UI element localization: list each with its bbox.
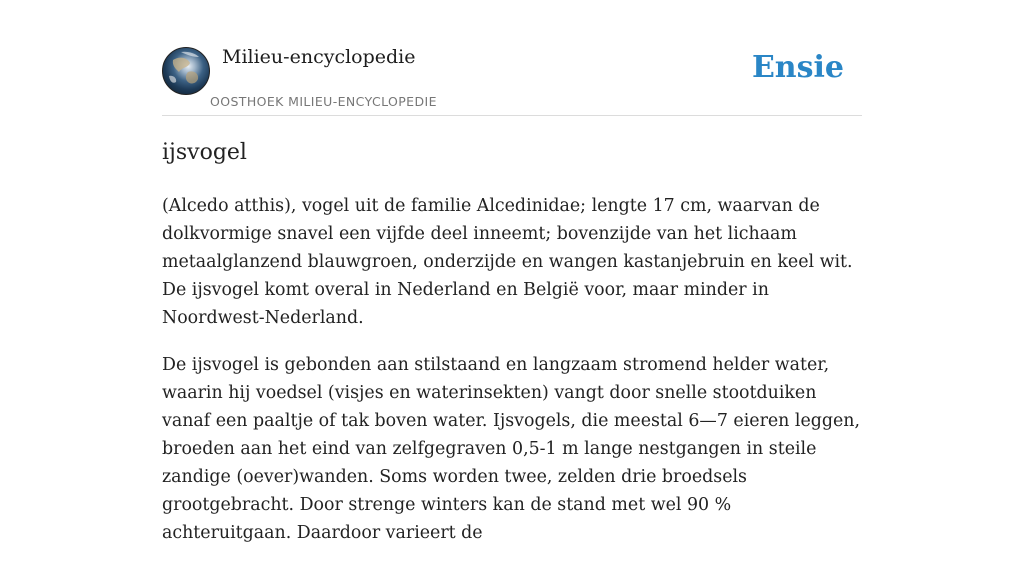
page [162,0,862,543]
article-paragraph: (Alcedo atthis), vogel uit de familie Alcedinidae; lengte 17 cm, waarvan de dolkvormige snavel een vijfde deel inneemt; bovenzijde van het lichaam metaalglanzend blauwgroen, onderzijde en wangen kastanjebruin en keel wit. De ijsvogel komt overal in Nederland en België voor, maar minder in Noordwest-Nederland. [162,196,853,328]
site-header [162,0,862,116]
ensie-logo-link[interactable]: Ensie [751,50,844,85]
site-name[interactable]: Milieu-encyclopedie [222,46,416,68]
earth-globe-graphic [163,48,209,94]
article-paragraph: De ijsvogel is gebonden aan stilstaand en langzaam stromend helder water, waarin hij voedsel (visjes en waterinsekten) vangt door snelle stootduiken vanaf een paaltje of tak boven water. Ijsvogels, die meestal 6—7 eieren leggen, broeden aan het eind van zelfgegraven 0,5-1 m lange nestgangen in steile zandige (oever)wanden. Soms worden twee, zelden drie broedsels grootgebracht. Door strenge winters kan de stand met wel 90 % achteruitgaan. Daardoor varieert de [162,355,861,543]
page-title: ijsvogel [162,140,247,165]
article-body [162,192,862,566]
earth-globe-icon[interactable] [162,47,210,95]
site-subtitle: OOSTHOEK MILIEU-ENCYCLOPEDIE [210,94,437,109]
